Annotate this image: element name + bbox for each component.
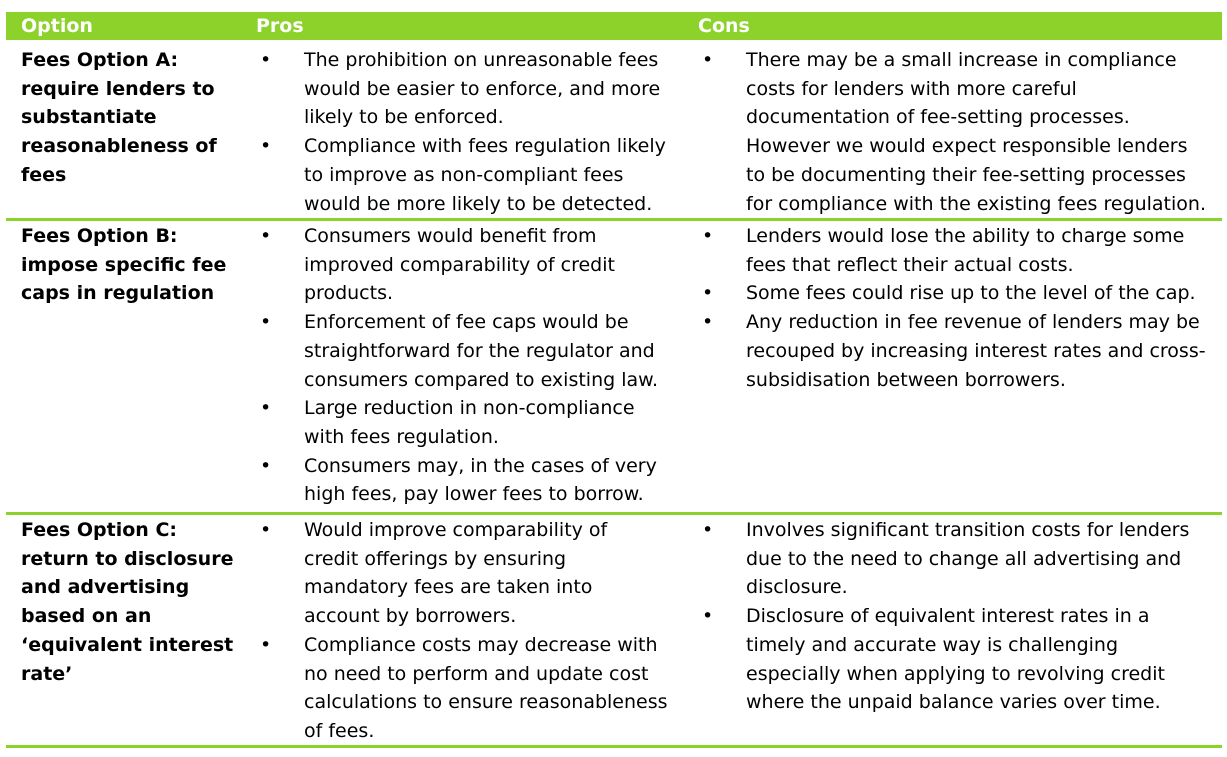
- pros-line: would be more likely to be detected.: [304, 192, 653, 215]
- pros-item: [256, 46, 676, 132]
- pros-line: credit offerings by ensuring: [304, 547, 567, 570]
- pros-line: to improve as non-compliant fees: [304, 163, 624, 186]
- cons-line: due to the need to change all advertising and: [746, 547, 1182, 570]
- cons-line: to be documenting their fee-setting processes: [746, 163, 1186, 186]
- option-line: substantiate: [21, 106, 157, 129]
- pros-line: calculations to ensure reasonableness: [304, 691, 668, 714]
- pros-line: products.: [304, 282, 394, 305]
- header-pros: Pros: [256, 15, 304, 37]
- cons-line: However we would expect responsible lenders: [746, 135, 1188, 158]
- bullet-icon: •: [702, 49, 714, 71]
- pros-line: Would improve comparability of: [304, 519, 608, 541]
- cons-item: [698, 279, 1218, 308]
- pros-line: likely to be enforced.: [304, 106, 504, 129]
- bullet-icon: •: [702, 519, 714, 541]
- cons-item: [698, 46, 1218, 218]
- pros-item: [256, 394, 676, 451]
- pros-line: Large reduction in non-compliance: [304, 397, 635, 420]
- cons-line: documentation of fee-setting processes.: [746, 106, 1130, 129]
- option-line: Fees Option B:: [21, 225, 178, 247]
- cons-line: Lenders would lose the ability to charge some: [746, 225, 1185, 247]
- pros-line: consumers compared to existing law.: [304, 368, 658, 391]
- pros-cell: [256, 516, 676, 746]
- option-line: caps in regulation: [21, 282, 215, 305]
- bullet-icon: •: [260, 519, 272, 541]
- option-line: rate’: [21, 662, 73, 685]
- header-cons: Cons: [698, 15, 750, 37]
- pros-line: mandatory fees are taken into: [304, 576, 593, 599]
- cons-line: Involves significant transition costs for lenders: [746, 519, 1190, 541]
- table-header: [6, 12, 1222, 40]
- option-line: based on an: [21, 605, 152, 628]
- pros-item: [256, 452, 676, 509]
- bullet-icon: •: [702, 311, 714, 334]
- pros-line: Compliance with fees regulation likely: [304, 135, 666, 158]
- cons-line: timely and accurate way is challenging: [746, 633, 1119, 656]
- cons-item: [698, 516, 1218, 602]
- pros-line: with fees regulation.: [304, 425, 499, 448]
- option-line: require lenders to: [21, 77, 215, 100]
- option-line: Fees Option A:: [21, 49, 179, 71]
- row-separator: [6, 745, 1222, 748]
- pros-line: of fees.: [304, 719, 375, 742]
- cons-line: where the unpaid balance varies over time.: [746, 691, 1161, 714]
- pros-item: [256, 516, 676, 631]
- pros-line: Consumers may, in the cases of very: [304, 454, 657, 477]
- cons-line: especially when applying to revolving credit: [746, 662, 1165, 685]
- cons-line: There may be a small increase in compliance: [746, 49, 1177, 71]
- cons-line: disclosure.: [746, 576, 848, 599]
- option-line: ‘equivalent interest: [21, 633, 234, 656]
- cons-item: [698, 308, 1218, 394]
- bullet-icon: •: [702, 225, 714, 247]
- row-separator: [6, 218, 1222, 221]
- bullet-icon: •: [260, 135, 272, 158]
- bullet-icon: •: [702, 282, 714, 305]
- cons-cell: [698, 516, 1218, 717]
- pros-line: would be easier to enforce, and more: [304, 77, 661, 100]
- option-cell: [21, 516, 236, 688]
- pros-item: [256, 308, 676, 394]
- option-line: and advertising: [21, 576, 190, 599]
- option-cell: [21, 222, 236, 308]
- pros-cell: [256, 46, 676, 218]
- bullet-icon: •: [260, 49, 272, 71]
- cons-line: Any reduction in fee revenue of lenders may be: [746, 311, 1200, 334]
- option-line: return to disclosure: [21, 547, 234, 570]
- option-line: impose specific fee: [21, 253, 227, 276]
- cons-item: [698, 222, 1218, 279]
- cons-line: Disclosure of equivalent interest rates in a: [746, 605, 1150, 628]
- cons-line: recouped by increasing interest rates and cross-: [746, 339, 1206, 362]
- cons-cell: [698, 46, 1218, 218]
- bullet-icon: •: [260, 454, 272, 477]
- bullet-icon: •: [260, 397, 272, 420]
- pros-line: account by borrowers.: [304, 605, 517, 628]
- pros-item: [256, 631, 676, 746]
- pros-line: The prohibition on unreasonable fees: [304, 49, 659, 71]
- option-line: fees: [21, 163, 67, 186]
- row-separator: [6, 512, 1222, 515]
- bullet-icon: •: [260, 311, 272, 334]
- bullet-icon: •: [260, 633, 272, 656]
- option-line: reasonableness of: [21, 135, 217, 158]
- pros-line: improved comparability of credit: [304, 253, 615, 276]
- cons-line: fees that reflect their actual costs.: [746, 253, 1074, 276]
- pros-item: [256, 132, 676, 218]
- cons-cell: [698, 222, 1218, 394]
- pros-line: straightforward for the regulator and: [304, 339, 655, 362]
- cons-item: [698, 602, 1218, 717]
- header-option: Option: [21, 15, 93, 37]
- pros-line: Compliance costs may decrease with: [304, 633, 658, 656]
- bullet-icon: •: [260, 225, 272, 247]
- pros-line: Consumers would benefit from: [304, 225, 597, 247]
- pros-line: Enforcement of fee caps would be: [304, 311, 629, 334]
- cons-line: Some fees could rise up to the level of the cap.: [746, 282, 1196, 305]
- cons-line: subsidisation between borrowers.: [746, 368, 1066, 391]
- cons-line: costs for lenders with more careful: [746, 77, 1077, 100]
- pros-line: no need to perform and update cost: [304, 662, 649, 685]
- cons-line: for compliance with the existing fees regulation.: [746, 192, 1206, 215]
- option-line: Fees Option C:: [21, 519, 177, 541]
- option-cell: [21, 46, 236, 190]
- bullet-icon: •: [702, 605, 714, 628]
- pros-line: high fees, pay lower fees to borrow.: [304, 483, 644, 506]
- pros-cell: [256, 222, 676, 509]
- pros-item: [256, 222, 676, 308]
